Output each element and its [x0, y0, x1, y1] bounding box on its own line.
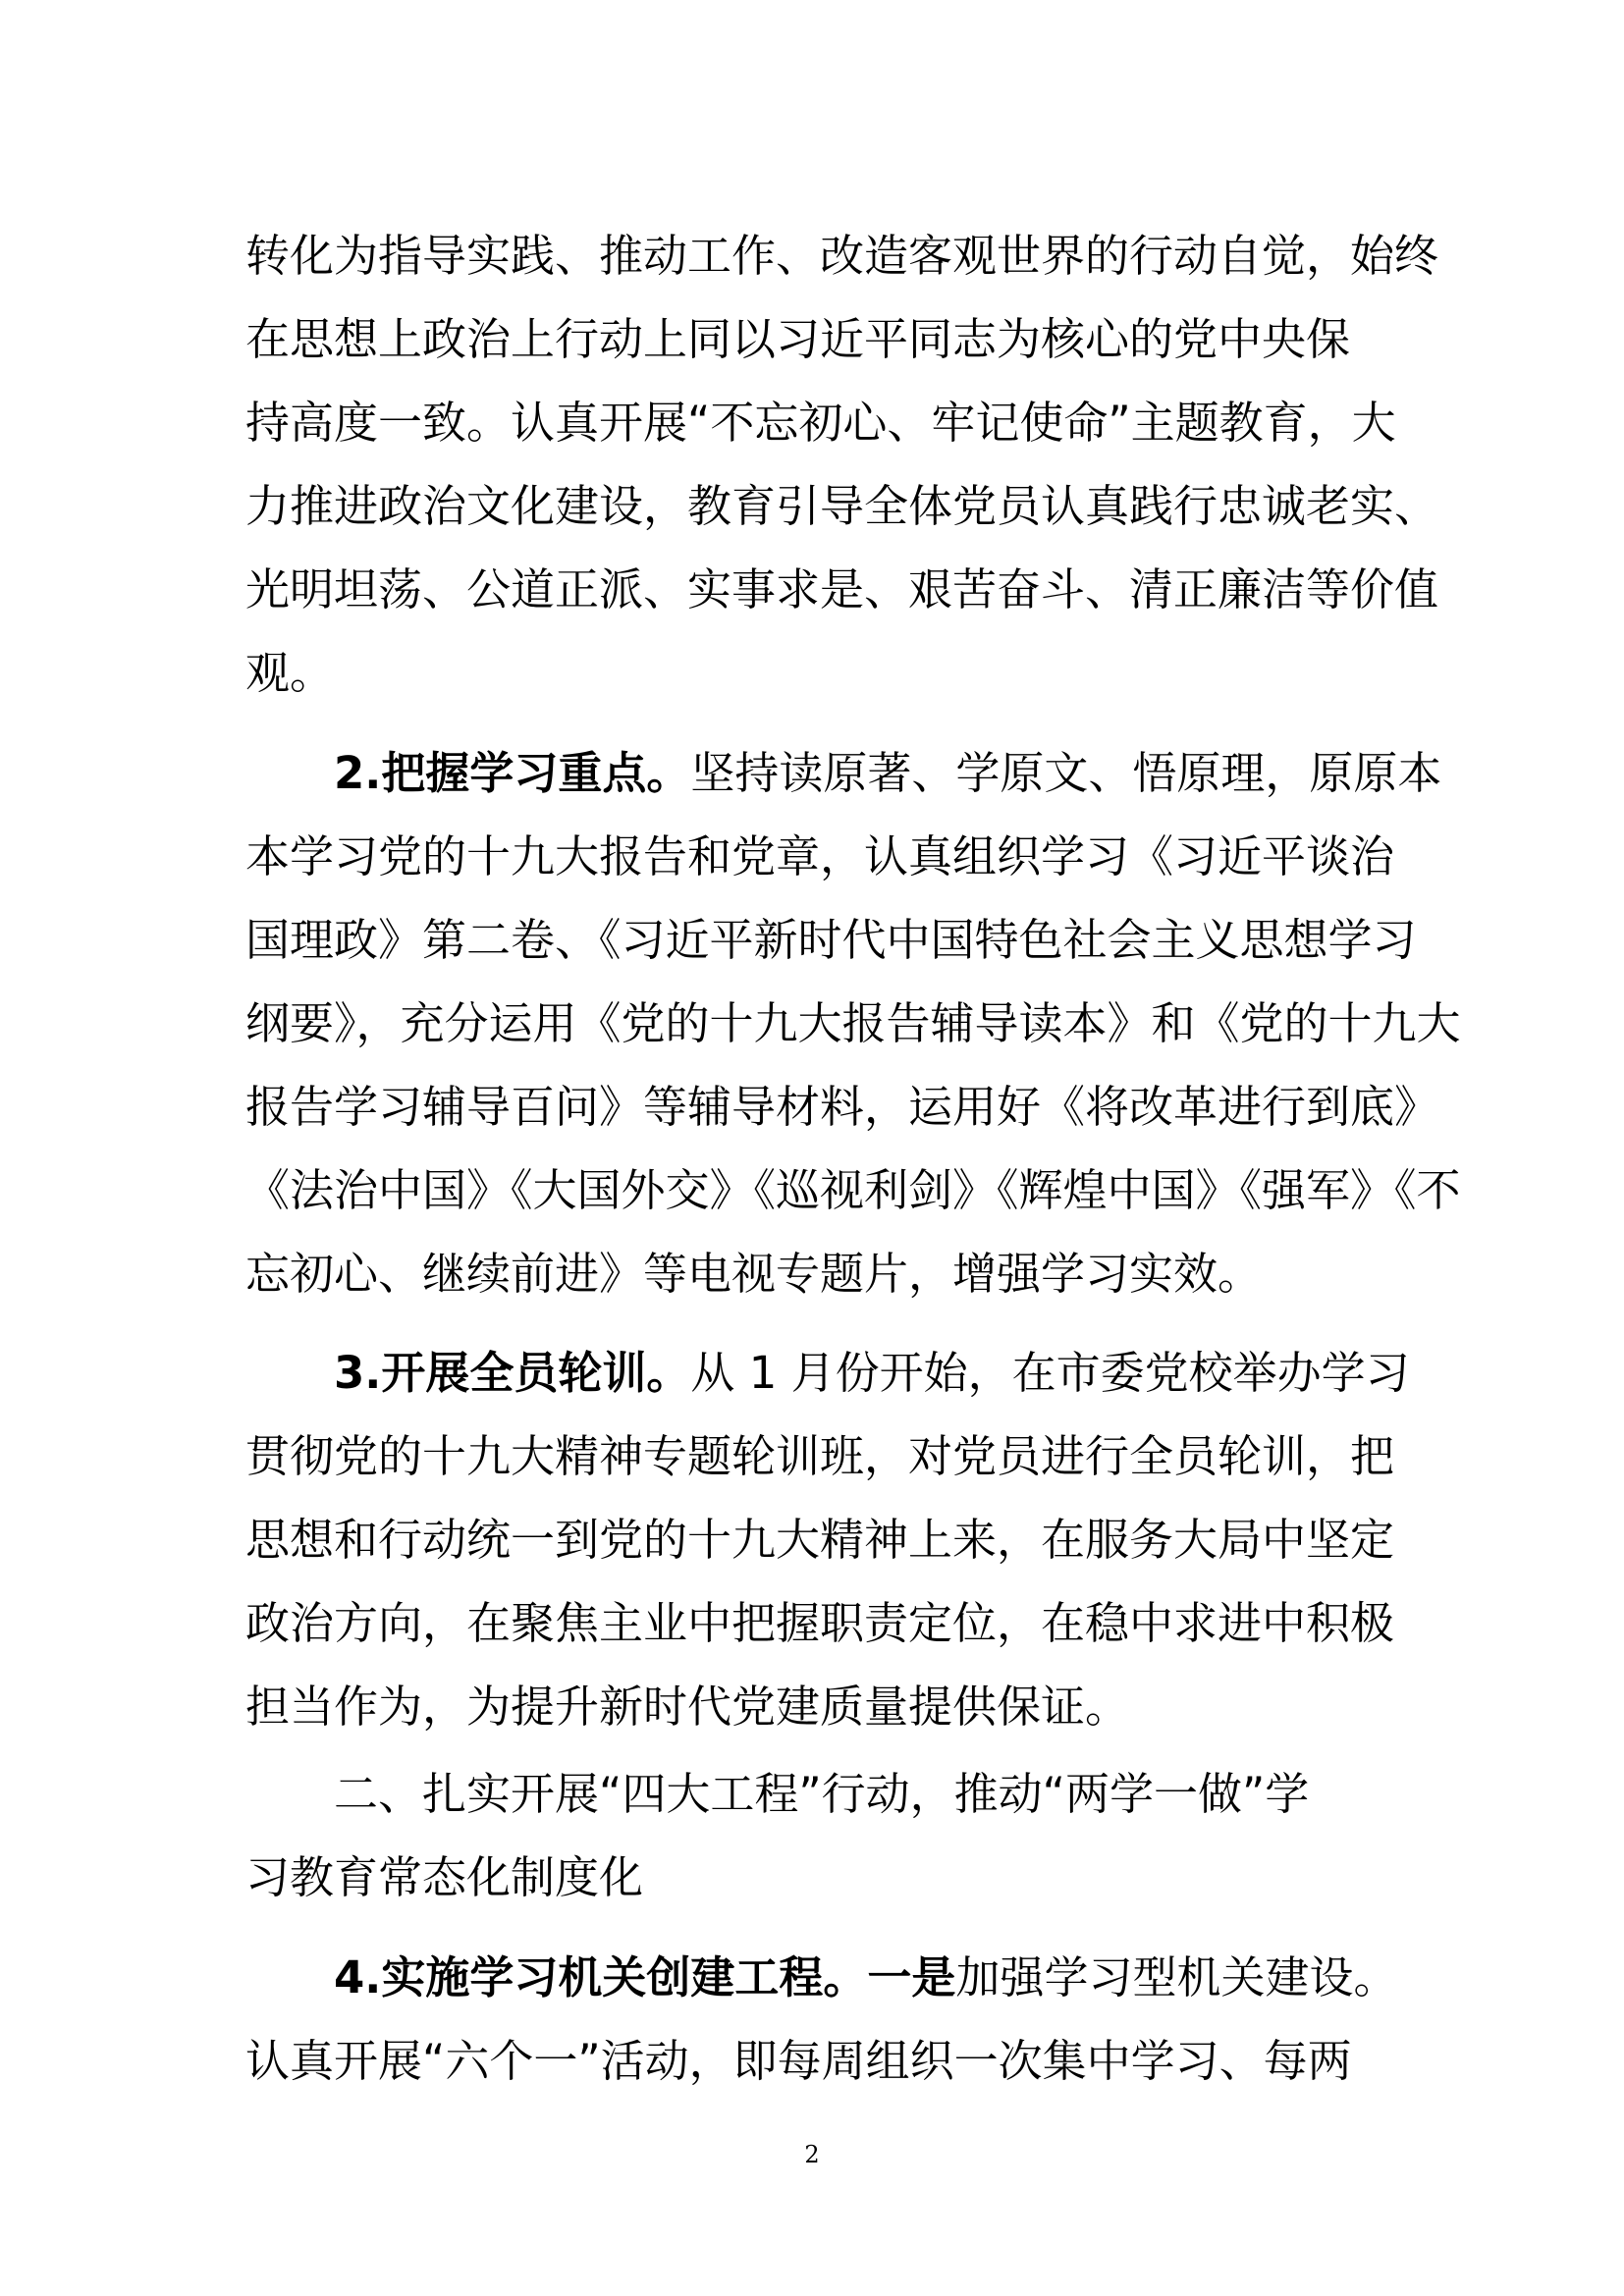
paragraph-line: 忘初心、继续前进》等电视专题片，增强学习实效。	[245, 1248, 1263, 1300]
item-4-heading: 4.实施学习机关创建工程。	[334, 1951, 868, 2003]
paragraph-line: 担当作为，为提升新时代党建质量提供保证。	[245, 1681, 1130, 1733]
paragraph-line: 贯彻党的十九大精神专题轮训班，对党员进行全员轮训，把	[245, 1430, 1395, 1482]
paragraph-line: 光明坦荡、公道正派、实事求是、艰苦奋斗、清正廉洁等价值	[245, 563, 1439, 615]
item-4-subheading: 一是	[867, 1951, 956, 2003]
paragraph-line: 纲要》，充分运用《党的十九大报告辅导读本》和《党的十九大	[245, 997, 1461, 1049]
paragraph-line: 在思想上政治上行动上同以习近平同志为核心的党中央保	[245, 313, 1351, 365]
item-2-first-line	[334, 741, 1492, 806]
paragraph-line: 政治方向，在聚焦主业中把握职责定位，在稳中求进中积极	[245, 1597, 1395, 1649]
paragraph-line: 《法治中国》《大国外交》《巡视利剑》《辉煌中国》《强军》《不	[245, 1164, 1461, 1216]
paragraph-line: 思想和行动统一到党的十九大精神上来，在服务大局中坚定	[245, 1514, 1395, 1566]
paragraph-line: 国理政》第二卷、《习近平新时代中国特色社会主义思想学习	[245, 914, 1417, 966]
item-4-text: 加强学习型机关建设。	[955, 1951, 1398, 2003]
paragraph-line: 观。	[245, 647, 335, 699]
page-number: 2	[804, 2141, 820, 2168]
paragraph-line: 力推进政治文化建设，教育引导全体党员认真践行忠诚老实、	[245, 480, 1439, 532]
paragraph-line: 持高度一致。认真开展“不忘初心、牢记使命”主题教育，大	[245, 397, 1396, 449]
item-3-first-line	[334, 1341, 1492, 1406]
item-4-first-line	[334, 1946, 1492, 2010]
item-3-heading: 3.开展全员轮训。	[334, 1347, 691, 1399]
paragraph-line: 本学习党的十九大报告和党章，认真组织学习《习近平谈治	[245, 830, 1395, 882]
paragraph-line: 认真开展“六个一”活动，即每周组织一次集中学习、每两	[245, 2035, 1352, 2087]
item-2-heading: 2.把握学习重点。	[334, 747, 691, 799]
item-2-text: 坚持读原著、学原文、悟原理，原原本	[690, 747, 1442, 799]
item-3-text: 从 1 月份开始，在市委党校举办学习	[690, 1347, 1410, 1399]
paragraph-line: 转化为指导实践、推动工作、改造客观世界的行动自觉，始终	[245, 230, 1439, 282]
paragraph-line: 报告学习辅导百问》等辅导材料，运用好《将改革进行到底》	[245, 1081, 1439, 1133]
section-2-heading: 二、扎实开展“四大工程”行动，推动“两学一做”学	[334, 1768, 1310, 1820]
section-2-heading-continued: 习教育常态化制度化	[245, 1851, 644, 1903]
